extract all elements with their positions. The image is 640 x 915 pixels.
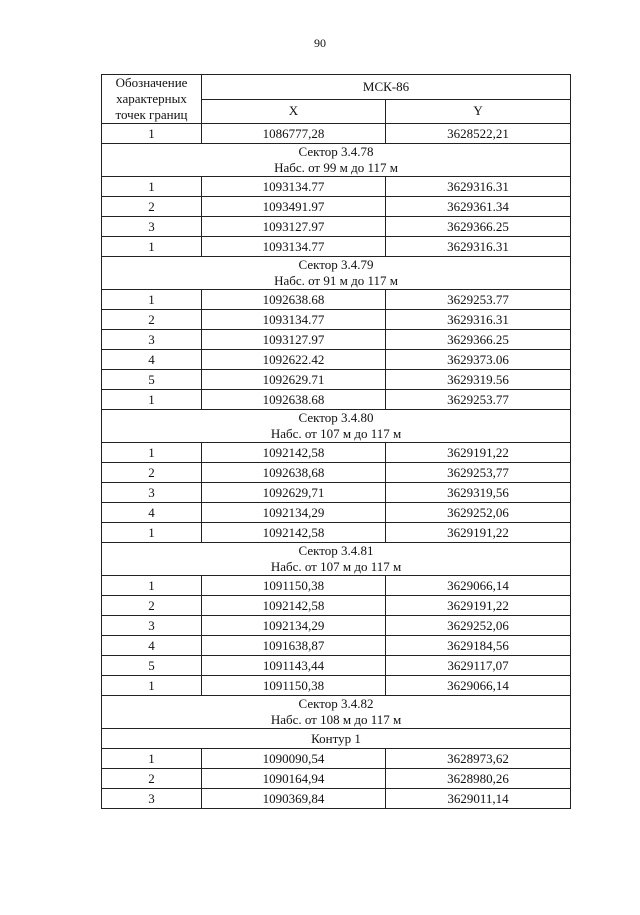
point-number-cell: 1	[102, 749, 202, 769]
point-number-cell: 4	[102, 503, 202, 523]
section-row	[102, 257, 571, 290]
table-row	[102, 177, 571, 197]
section-altitude-range: Набс. от 108 м до 117 м	[270, 712, 402, 727]
x-coordinate-cell: 1093127.97	[202, 330, 386, 350]
x-coordinate-cell: 1092629.71	[202, 370, 386, 390]
y-coordinate-cell: 3629373.06	[386, 350, 571, 370]
y-coordinate-cell: 3629191,22	[386, 523, 571, 543]
point-number-cell: 2	[102, 769, 202, 789]
x-coordinate-cell: 1092638,68	[202, 463, 386, 483]
y-coordinate-cell: 3629184,56	[386, 636, 571, 656]
y-coordinate-cell: 3629316.31	[386, 237, 571, 257]
point-number-cell: 4	[102, 350, 202, 370]
table-body	[102, 124, 571, 809]
section-altitude-range: Набс. от 107 м до 117 м	[270, 559, 402, 574]
header-x: X	[202, 99, 386, 124]
table-row	[102, 463, 571, 483]
page-number: 90	[314, 36, 326, 50]
y-coordinate-cell: 3629253,77	[386, 463, 571, 483]
x-coordinate-cell: 1092142,58	[202, 523, 386, 543]
x-coordinate-cell: 1092638.68	[202, 390, 386, 410]
x-coordinate-cell: 1092638.68	[202, 290, 386, 310]
x-coordinate-cell: 1090090,54	[202, 749, 386, 769]
table-row	[102, 616, 571, 636]
y-coordinate-cell: 3629253.77	[386, 290, 571, 310]
table-row	[102, 330, 571, 350]
point-number-cell: 1	[102, 523, 202, 543]
table-row	[102, 523, 571, 543]
point-number-cell: 1	[102, 443, 202, 463]
point-number-cell: 3	[102, 789, 202, 809]
x-coordinate-cell: 1092142,58	[202, 443, 386, 463]
y-coordinate-cell: 3629366.25	[386, 330, 571, 350]
table-row	[102, 576, 571, 596]
x-coordinate-cell: 1093134.77	[202, 310, 386, 330]
x-coordinate-cell: 1093134.77	[202, 237, 386, 257]
table-row	[102, 124, 571, 144]
table-row	[102, 217, 571, 237]
section-row	[102, 410, 571, 443]
x-coordinate-cell: 1090369,84	[202, 789, 386, 809]
table-row	[102, 290, 571, 310]
section-row	[102, 144, 571, 177]
header-point-label: Обозначение характерных точек границ	[102, 75, 202, 124]
point-number-cell: 2	[102, 197, 202, 217]
y-coordinate-cell: 3629366.25	[386, 217, 571, 237]
table-row	[102, 749, 571, 769]
x-coordinate-cell: 1093127.97	[202, 217, 386, 237]
point-number-cell: 2	[102, 310, 202, 330]
section-row	[102, 543, 571, 576]
y-coordinate-cell: 3629191,22	[386, 443, 571, 463]
x-coordinate-cell: 1092134,29	[202, 616, 386, 636]
table-row	[102, 503, 571, 523]
section-title: Сектор 3.4.81	[298, 543, 374, 558]
section-altitude-range: Набс. от 107 м до 117 м	[270, 426, 402, 441]
table-row	[102, 390, 571, 410]
table-row	[102, 483, 571, 503]
contour-title: Контур 1	[102, 729, 571, 749]
y-coordinate-cell: 3629252,06	[386, 616, 571, 636]
point-number-cell: 5	[102, 656, 202, 676]
table-row	[102, 350, 571, 370]
point-number-cell: 3	[102, 616, 202, 636]
x-coordinate-cell: 1092134,29	[202, 503, 386, 523]
table-header-row	[102, 75, 571, 100]
section-title: Сектор 3.4.78	[298, 144, 374, 159]
y-coordinate-cell: 3628973,62	[386, 749, 571, 769]
section-title: Сектор 3.4.80	[298, 410, 374, 425]
section-title: Сектор 3.4.82	[298, 696, 374, 711]
section-row	[102, 696, 571, 729]
point-number-cell: 1	[102, 290, 202, 310]
table-row	[102, 370, 571, 390]
point-number-cell: 3	[102, 330, 202, 350]
point-number-cell: 1	[102, 676, 202, 696]
section-title: Сектор 3.4.79	[298, 257, 374, 272]
y-coordinate-cell: 3629319,56	[386, 483, 571, 503]
y-coordinate-cell: 3628522,21	[386, 124, 571, 144]
coordinates-table	[101, 74, 571, 809]
point-number-cell: 2	[102, 596, 202, 616]
table-row	[102, 197, 571, 217]
table-row	[102, 789, 571, 809]
y-coordinate-cell: 3629011,14	[386, 789, 571, 809]
table-row	[102, 656, 571, 676]
y-coordinate-cell: 3629319.56	[386, 370, 571, 390]
y-coordinate-cell: 3629252,06	[386, 503, 571, 523]
table-row	[102, 596, 571, 616]
point-number-cell: 1	[102, 177, 202, 197]
header-coordinate-system: МСК-86	[202, 75, 571, 100]
point-number-cell: 3	[102, 483, 202, 503]
header-y: Y	[386, 99, 571, 124]
section-altitude-range: Набс. от 99 м до 117 м	[274, 160, 398, 175]
table-row	[102, 237, 571, 257]
x-coordinate-cell: 1093491.97	[202, 197, 386, 217]
point-number-cell: 1	[102, 237, 202, 257]
x-coordinate-cell: 1091143,44	[202, 656, 386, 676]
x-coordinate-cell: 1092142,58	[202, 596, 386, 616]
y-coordinate-cell: 3628980,26	[386, 769, 571, 789]
x-coordinate-cell: 1086777,28	[202, 124, 386, 144]
x-coordinate-cell: 1091150,38	[202, 676, 386, 696]
subsection-row	[102, 729, 571, 749]
table-row	[102, 310, 571, 330]
table-row	[102, 676, 571, 696]
x-coordinate-cell: 1093134.77	[202, 177, 386, 197]
section-header-cell	[102, 257, 571, 290]
y-coordinate-cell: 3629066,14	[386, 576, 571, 596]
section-header-cell	[102, 696, 571, 729]
y-coordinate-cell: 3629253.77	[386, 390, 571, 410]
point-number-cell: 1	[102, 576, 202, 596]
section-header-cell	[102, 543, 571, 576]
table-row	[102, 636, 571, 656]
y-coordinate-cell: 3629316.31	[386, 177, 571, 197]
y-coordinate-cell: 3629361.34	[386, 197, 571, 217]
y-coordinate-cell: 3629066,14	[386, 676, 571, 696]
section-header-cell	[102, 144, 571, 177]
point-number-cell: 3	[102, 217, 202, 237]
y-coordinate-cell: 3629191,22	[386, 596, 571, 616]
y-coordinate-cell: 3629316.31	[386, 310, 571, 330]
x-coordinate-cell: 1091150,38	[202, 576, 386, 596]
table-row	[102, 443, 571, 463]
section-header-cell	[102, 410, 571, 443]
section-altitude-range: Набс. от 91 м до 117 м	[274, 273, 398, 288]
point-number-cell: 4	[102, 636, 202, 656]
x-coordinate-cell: 1091638,87	[202, 636, 386, 656]
point-number-cell: 1	[102, 390, 202, 410]
x-coordinate-cell: 1092622.42	[202, 350, 386, 370]
table-row	[102, 769, 571, 789]
point-number-cell: 2	[102, 463, 202, 483]
point-number-cell: 1	[102, 124, 202, 144]
point-number-cell: 5	[102, 370, 202, 390]
x-coordinate-cell: 1090164,94	[202, 769, 386, 789]
x-coordinate-cell: 1092629,71	[202, 483, 386, 503]
y-coordinate-cell: 3629117,07	[386, 656, 571, 676]
